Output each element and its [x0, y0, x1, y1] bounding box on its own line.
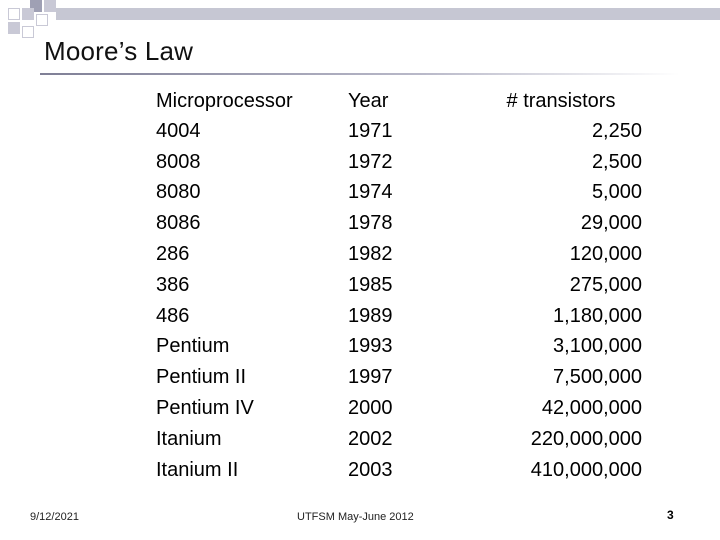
cell-year: 1997: [348, 366, 393, 389]
deco-square: [8, 22, 20, 34]
cell-microprocessor: 8008: [156, 150, 201, 173]
cell-transistors: 2,500: [591, 150, 642, 173]
cell-microprocessor: 386: [156, 273, 190, 296]
footer-center-text: UTFSM May-June 2012: [297, 511, 414, 523]
cell-year: 1974: [348, 181, 393, 204]
cell-year: 1972: [348, 150, 393, 173]
cell-year: 1993: [348, 335, 393, 358]
header-microprocessor: Microprocessor: [156, 89, 293, 112]
cell-microprocessor: 286: [156, 243, 190, 266]
table-row: [150, 208, 648, 239]
table-row: [150, 362, 648, 393]
cell-transistors: 5,000: [591, 181, 642, 204]
cell-transistors: 29,000: [580, 212, 642, 235]
table-row: [150, 270, 648, 301]
deco-square: [8, 8, 20, 20]
cell-year: 2003: [348, 458, 393, 481]
slide-title: Moore’s Law: [44, 36, 194, 66]
cell-microprocessor: Itanium: [156, 427, 222, 450]
deco-square: [36, 14, 48, 26]
cell-year: 1989: [348, 304, 393, 327]
cell-year: 1971: [348, 119, 393, 142]
deco-square: [22, 8, 34, 20]
cell-transistors: 120,000: [569, 243, 642, 266]
cell-year: 1982: [348, 243, 393, 266]
transistor-table: [150, 86, 648, 486]
header-year: Year: [348, 89, 389, 112]
cell-year: 1985: [348, 273, 393, 296]
cell-microprocessor: 8080: [156, 181, 201, 204]
cell-microprocessor: 4004: [156, 119, 201, 142]
cell-transistors: 2,250: [591, 119, 642, 142]
cell-transistors: 3,100,000: [553, 335, 642, 358]
cell-microprocessor: 486: [156, 304, 190, 327]
table-row: [150, 301, 648, 332]
table-row: [150, 455, 648, 486]
cell-year: 2000: [348, 397, 393, 420]
title-underline: [40, 73, 680, 75]
table-header-row: [150, 86, 648, 116]
cell-transistors: 275,000: [569, 273, 642, 296]
cell-microprocessor: Pentium: [156, 335, 230, 358]
table-row: [150, 178, 648, 209]
cell-microprocessor: Itanium II: [156, 458, 239, 481]
table-row: [150, 424, 648, 455]
header-transistors: # transistors: [506, 89, 616, 112]
cell-transistors: 7,500,000: [553, 366, 642, 389]
cell-transistors: 410,000,000: [530, 458, 642, 481]
cell-year: 1978: [348, 212, 393, 235]
deco-square: [44, 0, 56, 12]
cell-microprocessor: Pentium II: [156, 366, 247, 389]
page-number: 3: [667, 508, 674, 522]
cell-microprocessor: 8086: [156, 212, 201, 235]
footer-date: 9/12/2021: [30, 511, 79, 523]
table-row: [150, 116, 648, 147]
cell-transistors: 1,180,000: [553, 304, 642, 327]
table-row: [150, 393, 648, 424]
cell-transistors: 42,000,000: [541, 397, 642, 420]
table-row: [150, 147, 648, 178]
cell-microprocessor: Pentium IV: [156, 397, 254, 420]
cell-year: 2002: [348, 427, 393, 450]
table-row: [150, 239, 648, 270]
deco-square: [22, 26, 34, 38]
header-bar: [56, 8, 720, 20]
table-row: [150, 332, 648, 363]
cell-transistors: 220,000,000: [530, 427, 642, 450]
